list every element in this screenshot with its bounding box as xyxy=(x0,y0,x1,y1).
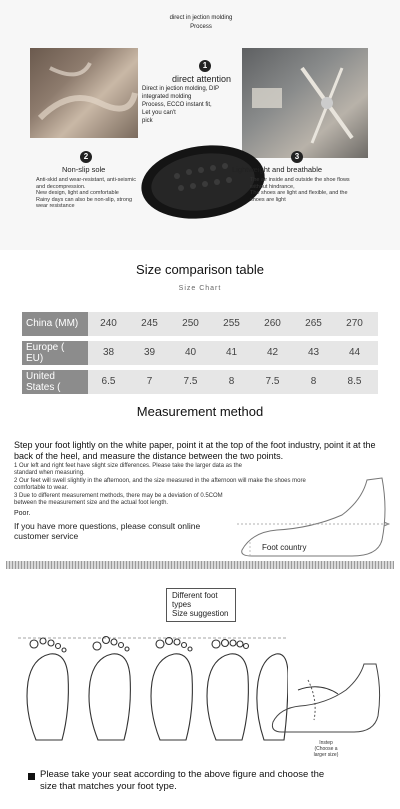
shoe-sole-image xyxy=(137,134,267,229)
instep-note: Instep (Choose a larger size) xyxy=(313,740,339,758)
table-cell: 245 xyxy=(141,318,158,329)
measurement-note-1: 1 Our left and right feet have slight size differences. Please take the larger data as the standard when measuring. xyxy=(14,463,243,476)
size-suggestion-label: Size suggestion xyxy=(172,609,229,618)
table-row-us xyxy=(22,370,378,394)
feature-number-1: 1 xyxy=(199,60,211,72)
foot-types-box xyxy=(166,588,236,622)
foot-measure-illustration xyxy=(232,470,394,562)
measurement-poor: Poor. xyxy=(14,510,31,517)
table-row-china xyxy=(22,312,378,336)
table-cell: 250 xyxy=(182,318,199,329)
attention-desc: Direct in jection molding, DIP integrated molding Process, ECCO instant fit, Let you can't pick xyxy=(142,86,219,124)
table-cell: 43 xyxy=(307,347,320,358)
measurement-note-3: 3 Due to different measurement methods, there may be a deviation of 0.5COM between the measurement size and the actual foot length. xyxy=(14,493,223,506)
table-cell: 270 xyxy=(346,318,363,329)
row-label: Europe ( EU) xyxy=(22,341,88,365)
table-cell: 255 xyxy=(223,318,240,329)
table-cell: 7.5 xyxy=(183,376,198,387)
table-row-europe xyxy=(22,341,378,365)
table-cell: 8 xyxy=(228,376,235,387)
table-cell: 41 xyxy=(225,347,238,358)
table-cell: 7 xyxy=(146,376,153,387)
size-table-title: Size comparison table xyxy=(136,262,264,277)
breathable-desc: The air inside and outside the shoe flows without hindrance, The shoes are light and flexible, and the shoes are light xyxy=(250,177,350,203)
feature-number-3: 3 xyxy=(291,151,303,163)
measurement-intro: Step your foot lightly on the white paper, point it at the top of the foot industry, point it at the back of the heel, and measure the distance between the two points. xyxy=(14,440,376,461)
row-label: United States ( xyxy=(22,370,88,394)
bullet-square-icon xyxy=(28,773,35,780)
foot-types-illustration xyxy=(18,630,288,745)
foot-types-label: Different foot types xyxy=(172,591,218,609)
table-cell: 39 xyxy=(143,347,156,358)
size-table-subtitle: Size Chart xyxy=(178,285,222,292)
nonslip-title: Non-slip sole xyxy=(62,165,106,174)
breathable-title: Lightweight and breathable xyxy=(232,165,323,174)
foot-type-instruction: Please take your seat according to the above figure and choose the size that matches your foot type. xyxy=(40,769,325,792)
craft-photo xyxy=(30,48,138,138)
table-cell: 8.5 xyxy=(347,376,362,387)
measurement-title: Measurement method xyxy=(136,404,264,419)
table-cell: 265 xyxy=(305,318,322,329)
table-cell: 240 xyxy=(100,318,117,329)
instep-foot-illustration xyxy=(268,660,390,740)
table-cell: 40 xyxy=(184,347,197,358)
table-cell: 44 xyxy=(348,347,361,358)
table-cell: 260 xyxy=(264,318,281,329)
nonslip-desc: Anti-skid and wear-resistant, anti-seismic and decompression. New design, light and comfortable Rainy days can also be non-slip, strong wear resistance xyxy=(36,177,136,209)
table-cell: 7.5 xyxy=(265,376,280,387)
measurement-contact: If you have more questions, please consult online customer service xyxy=(14,521,201,541)
ruler-divider xyxy=(6,561,394,569)
table-cell: 8 xyxy=(310,376,317,387)
table-cell: 6.5 xyxy=(101,376,116,387)
table-cell: 38 xyxy=(102,347,115,358)
process-label: direct in jection molding Process xyxy=(169,15,233,30)
attention-title: direct attention xyxy=(172,74,232,84)
row-label: China (MM) xyxy=(22,312,88,336)
measurement-note-2: 2 Our feet will swell slightly in the afternoon, and the size measured in the afternoon will make the shoes more comfortable to wear. xyxy=(14,478,306,491)
feature-banner xyxy=(0,0,400,250)
table-cell: 42 xyxy=(266,347,279,358)
feature-number-2: 2 xyxy=(80,151,92,163)
foot-country-label: Foot country xyxy=(262,543,307,552)
